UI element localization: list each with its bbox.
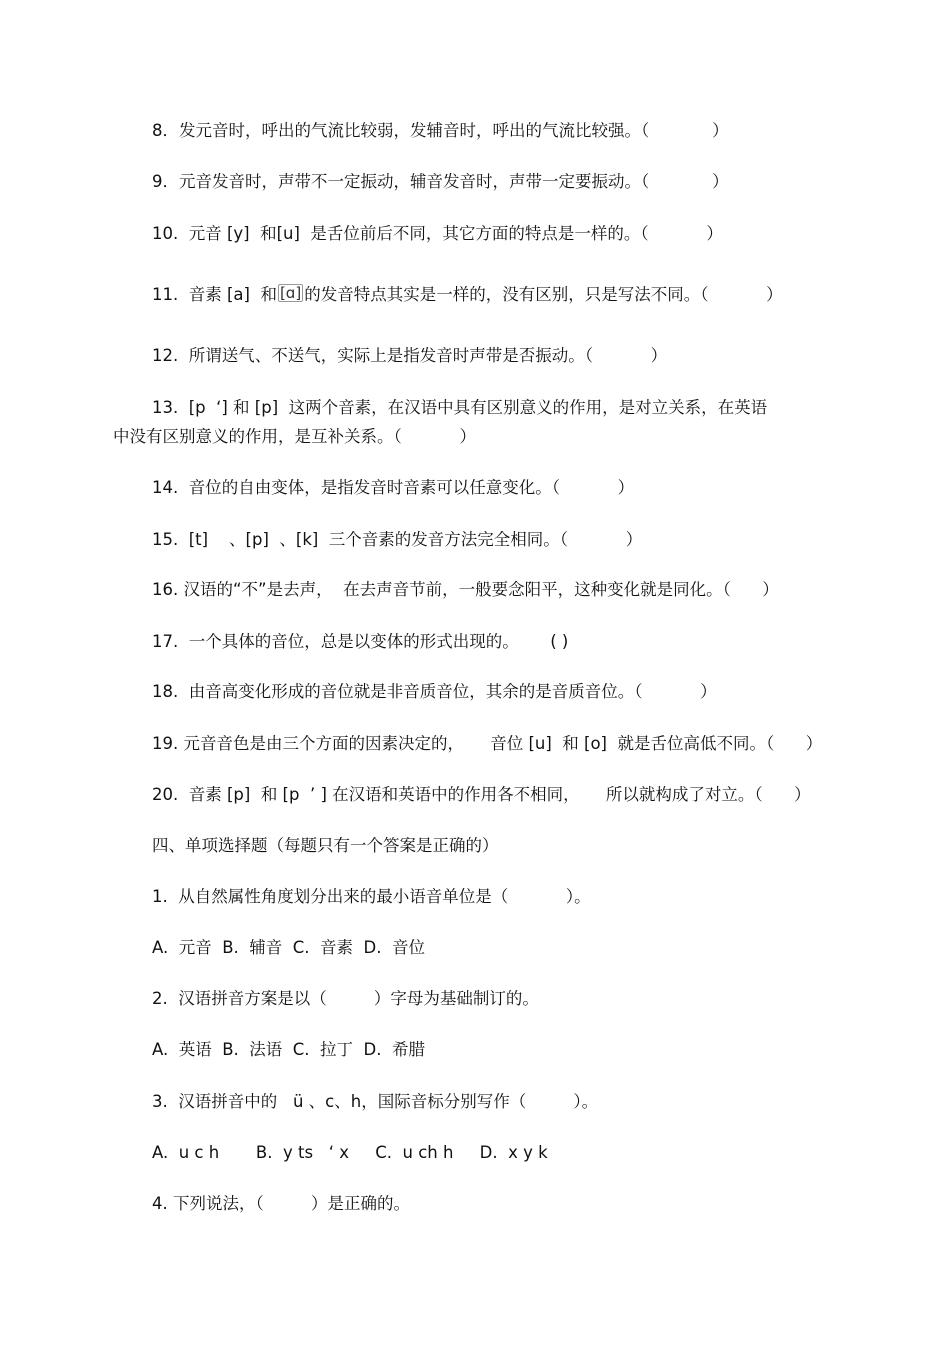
question-9: 9．元音发音时，声带不一定振动，辅音发音时，声带一定要振动。（ ）	[152, 172, 729, 191]
question-10: 10. 元音 [y] 和[u] 是舌位前后不同，其它方面的特点是一样的。（ ）	[152, 224, 723, 243]
question-12: 12. 所谓送气、不送气，实际上是指发音时声带是否振动。（ ）	[152, 346, 668, 365]
question-15: 15. [t] 、[p] 、[k] 三个音素的发音方法完全相同。（ ）	[152, 530, 643, 549]
question-11-post: 的发音特点其实是一样的，没有区别，只是写法不同。（ ）	[304, 285, 783, 304]
mc-question-2-options: A. 英语 B. 法语 C. 拉丁 D. 希腊	[152, 1040, 425, 1059]
mc-question-1: 1. 从自然属性角度划分出来的最小语音单位是（ ）。	[152, 887, 591, 906]
mc-question-2: 2. 汉语拼音方案是以（ ）字母为基础制订的。	[152, 989, 539, 1008]
question-11	[152, 284, 783, 305]
section-title: 四、单项选择题（每题只有一个答案是正确的）	[152, 836, 499, 855]
question-19: 19. 元音音色是由三个方面的因素决定的， 音位 [u] 和 [o] 就是舌位高低不同。（ ）	[152, 734, 823, 753]
question-8: 8．发元音时，呼出的气流比较弱，发辅音时，呼出的气流比较强。（ ）	[152, 121, 729, 140]
question-16: 16. 汉语的“不”是去声， 在去声音节前，一般要念阳平，这种变化就是同化。（ ）	[152, 580, 779, 599]
mc-question-1-options: A. 元音 B. 辅音 C. 音素 D. 音位	[152, 938, 425, 957]
mc-question-3: 3. 汉语拼音中的 ü 、c、h，国际音标分别写作（ ）。	[152, 1092, 599, 1111]
question-13-continuation: 中没有区别意义的作用，是互补关系。（ ）	[113, 427, 476, 446]
question-14: 14. 音位的自由变体，是指发音时音素可以任意变化。（ ）	[152, 478, 635, 497]
question-17: 17. 一个具体的音位，总是以变体的形式出现的。 ( )	[152, 632, 569, 651]
question-18: 18. 由音高变化形成的音位就是非音质音位，其余的是音质音位。（ ）	[152, 682, 717, 701]
phonetic-symbol-image: [ɑ]	[279, 284, 302, 302]
question-13: 13. [p ‘] 和 [p] 这两个音素，在汉语中具有区别意义的作用，是对立关系，在英语	[152, 398, 768, 417]
question-20: 20. 音素 [p] 和 [p ’ ] 在汉语和英语中的作用各不相同， 所以就构成了对立。（ ）	[152, 785, 811, 804]
mc-question-3-options: A. u c h B. y ts ‘ x C. u ch h D. x y k	[152, 1143, 548, 1162]
question-11-pre: 11. 音素 [a] 和	[152, 285, 277, 304]
mc-question-4: 4. 下列说法，（ ）是正确的。	[152, 1194, 410, 1213]
